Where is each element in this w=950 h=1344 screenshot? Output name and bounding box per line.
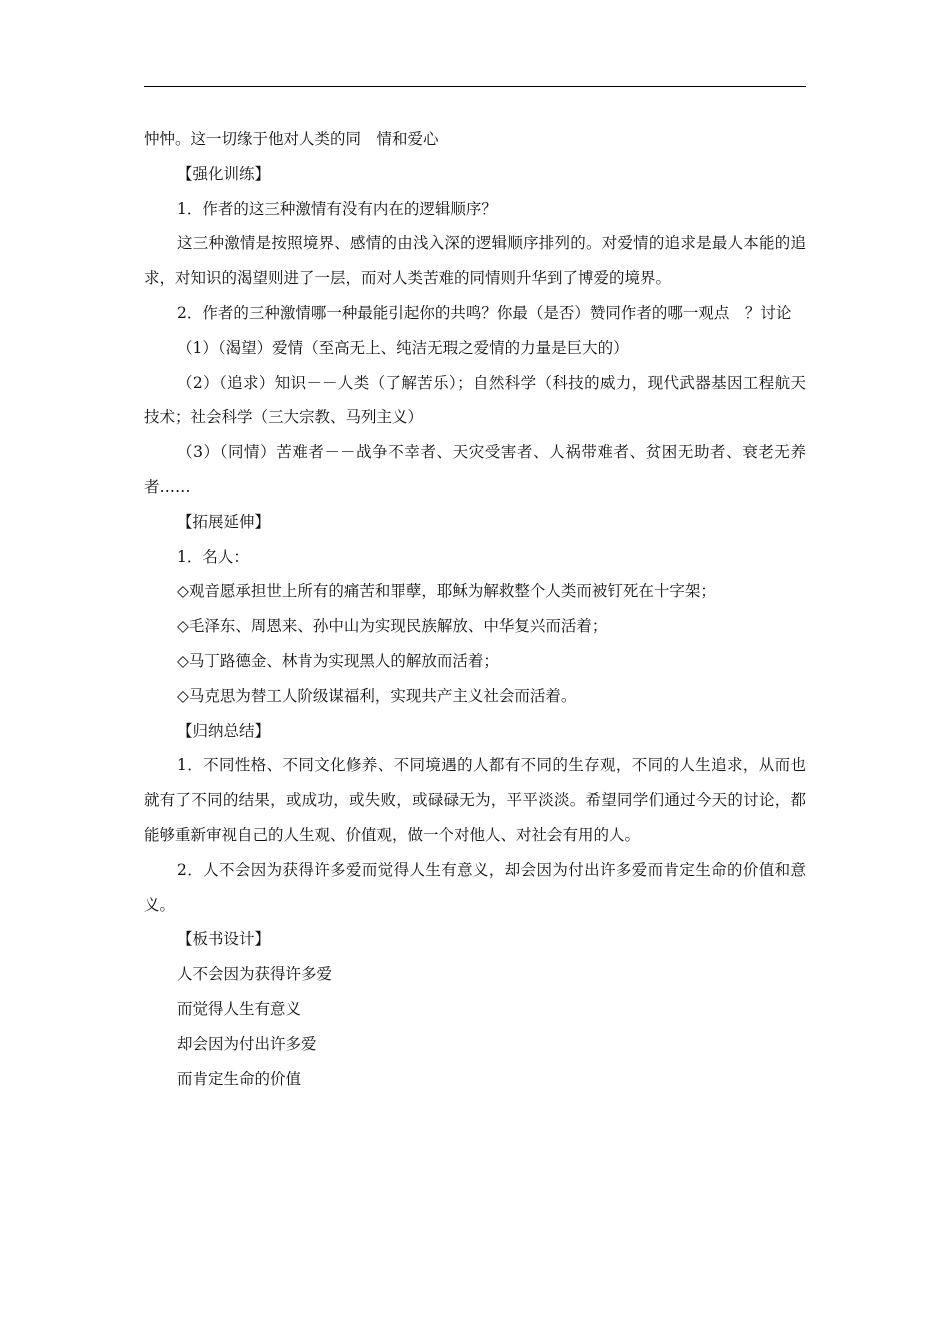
section-heading-board-design: 【板书设计】 [177, 930, 271, 949]
famous-people-item: ◇马克思为替工人阶级谋福利，实现共产主义社会而活着。 [177, 686, 577, 705]
section-heading-summary: 【归纳总结】 [177, 721, 271, 740]
section-heading-extension: 【拓展延伸】 [177, 512, 271, 531]
summary-point-2: 2．人不会因为获得许多爱而觉得人生有意义，却会因为付出许多爱而肯定生命的价值和意义。 [144, 860, 806, 914]
discussion-item-3: （3）（同情）苦难者－－战争不幸者、天灾受害者、人祸带难者、贫困无助者、衰老无养者…… [144, 443, 806, 496]
board-line: 却会因为付出许多爱 [177, 1034, 317, 1053]
board-line: 而肯定生命的价值 [177, 1069, 302, 1088]
famous-people-label: 1．名人： [177, 547, 249, 566]
document-body [144, 122, 806, 1096]
discussion-item-1: （1）（渴望）爱情（至高无上、纯洁无瑕之爱情的力量是巨大的） [177, 338, 629, 357]
discussion-item-2: （2）（追求）知识－－人类（了解苦乐）；自然科学（科技的威力，现代武器基因工程航天技术；社会科学（三大宗教、马列主义） [144, 373, 806, 427]
board-line: 人不会因为获得许多爱 [177, 965, 333, 984]
famous-people-item: ◇观音愿承担世上所有的痛苦和罪孽，耶稣为解救整个人类而被钉死在十字架； [177, 582, 716, 601]
section-heading-reinforcement: 【强化训练】 [177, 164, 271, 183]
paragraph-continuation: 忡忡。这一切缘于他对人类的同 情和爱心 [144, 130, 439, 148]
board-line: 而觉得人生有意义 [177, 999, 302, 1018]
famous-people-item: ◇马丁路德金、林肯为实现黑人的解放而活着； [177, 651, 499, 670]
header-rule [144, 86, 806, 87]
answer-1: 这三种激情是按照境界、感情的由浅入深的逻辑顺序排列的。对爱情的追求是最人本能的追求，对知识的渴望则进了一层，而对人类苦难的同情则升华到了博爱的境界。 [144, 234, 806, 288]
question-1: 1．作者的这三种激情有没有内在的逻辑顺序？ [177, 199, 497, 218]
famous-people-item: ◇毛泽东、周恩来、孙中山为实现民族解放、中华复兴而活着； [177, 617, 608, 636]
question-2: 2．作者的三种激情哪一种最能引起你的共鸣？你最（是否）赞同作者的哪一观点 ？讨论 [177, 303, 792, 322]
summary-point-1: 1．不同性格、不同文化修养、不同境遇的人都有不同的生存观，不同的人生追求，从而也就有了不同的结果，或成功，或失败，或碌碌无为，平平淡淡。希望同学们通过今天的讨论，都能够重新审视自己的人生观、价值观，做一个对他人、对社会有用的人。 [144, 756, 806, 844]
